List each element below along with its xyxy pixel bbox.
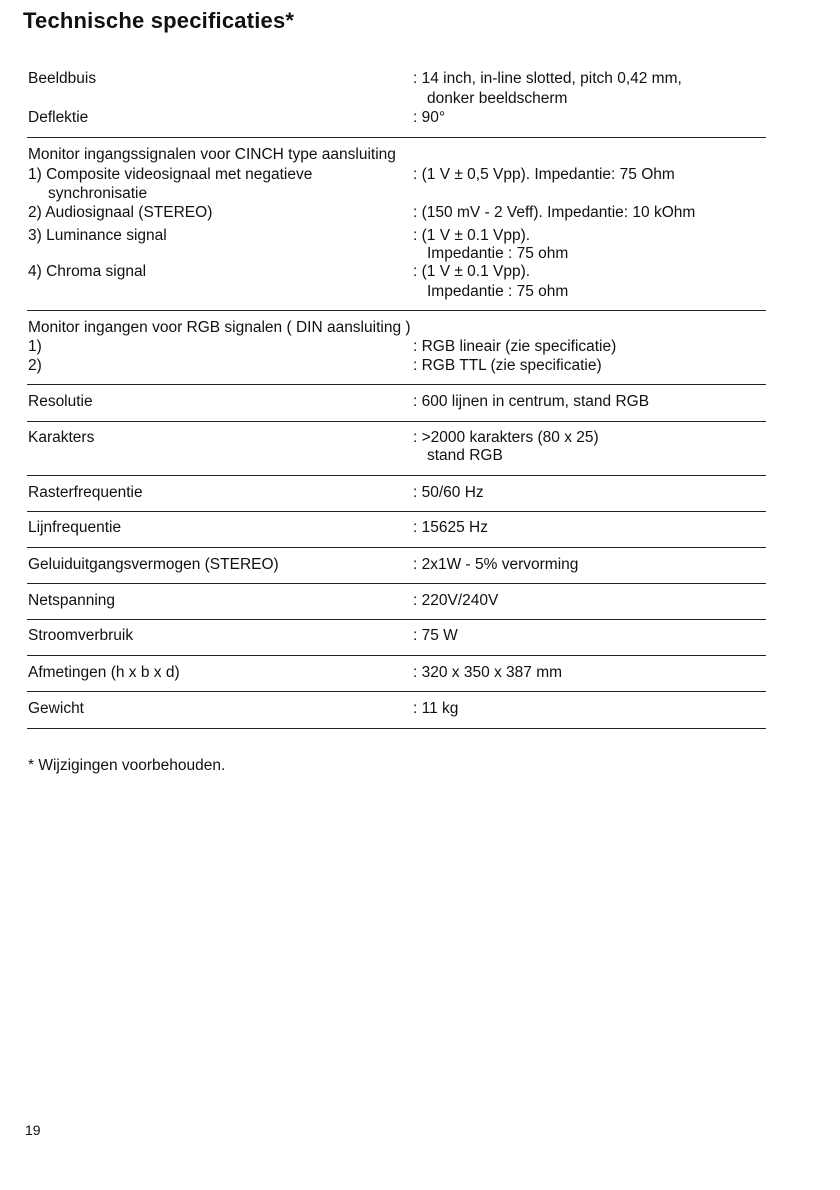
cinch-item2-value: : (150 mV - 2 Veff). Impedantie: 10 kOhm bbox=[413, 204, 696, 221]
divider bbox=[27, 475, 766, 476]
rasterfrequentie-label: Rasterfrequentie bbox=[28, 484, 143, 501]
cinch-heading: Monitor ingangssignalen voor CINCH type aansluiting bbox=[28, 146, 396, 163]
divider bbox=[27, 619, 766, 620]
stroomverbruik-value: : 75 W bbox=[413, 627, 458, 644]
karakters-value-line1: : >2000 karakters (80 x 25) bbox=[413, 429, 599, 446]
resolutie-value: : 600 lijnen in centrum, stand RGB bbox=[413, 393, 650, 410]
geluid-label: Geluiduitgangsvermogen (STEREO) bbox=[28, 556, 279, 573]
cinch-item4-value-line1: : (1 V ± 0.1 Vpp). bbox=[413, 263, 531, 280]
stroomverbruik-label: Stroomverbruik bbox=[28, 627, 134, 644]
afmetingen-label: Afmetingen (h x b x d) bbox=[28, 664, 180, 681]
cinch-item1-value: : (1 V ± 0,5 Vpp). Impedantie: 75 Ohm bbox=[413, 166, 675, 183]
cinch-item1-label-line1: 1) Composite videosignaal met negatieve bbox=[28, 166, 313, 183]
rgb-heading: Monitor ingangen voor RGB signalen ( DIN aansluiting ) bbox=[28, 319, 411, 336]
rgb-item1-label: 1) bbox=[28, 338, 42, 355]
rasterfrequentie-value: : 50/60 Hz bbox=[413, 484, 484, 501]
rgb-item2-label: 2) bbox=[28, 357, 42, 374]
deflektie-label: Deflektie bbox=[28, 109, 89, 126]
page-title: Technische specificaties* bbox=[23, 8, 295, 33]
cinch-item4-value-line2: Impedantie : 75 ohm bbox=[427, 283, 569, 300]
deflektie-value: : 90° bbox=[413, 109, 446, 126]
divider bbox=[27, 384, 766, 385]
rgb-item1-value: : RGB lineair (zie specificatie) bbox=[413, 338, 617, 355]
divider bbox=[27, 310, 766, 311]
resolutie-label: Resolutie bbox=[28, 393, 93, 410]
netspanning-value: : 220V/240V bbox=[413, 592, 499, 609]
beeldbuis-value-line1: : 14 inch, in-line slotted, pitch 0,42 mm, bbox=[413, 70, 682, 87]
cinch-item3-label: 3) Luminance signal bbox=[28, 227, 167, 244]
divider bbox=[27, 137, 766, 138]
divider bbox=[27, 728, 766, 729]
cinch-item2-label: 2) Audiosignaal (STEREO) bbox=[28, 204, 213, 221]
footnote: * Wijzigingen voorbehouden. bbox=[28, 757, 226, 774]
page-number: 19 bbox=[25, 1122, 41, 1138]
geluid-value: : 2x1W - 5% vervorming bbox=[413, 556, 579, 573]
gewicht-value: : 11 kg bbox=[413, 700, 459, 717]
divider bbox=[27, 511, 766, 512]
divider bbox=[27, 583, 766, 584]
beeldbuis-value-line2: donker beeldscherm bbox=[427, 90, 568, 107]
cinch-item1-label-line2: synchronisatie bbox=[48, 185, 148, 202]
karakters-label: Karakters bbox=[28, 429, 95, 446]
beeldbuis-label: Beeldbuis bbox=[28, 70, 97, 87]
cinch-item3-value-line1: : (1 V ± 0.1 Vpp). bbox=[413, 227, 531, 244]
lijnfrequentie-value: : 15625 Hz bbox=[413, 519, 488, 536]
cinch-item4-label: 4) Chroma signal bbox=[28, 263, 147, 280]
gewicht-label: Gewicht bbox=[28, 700, 84, 717]
afmetingen-value: : 320 x 350 x 387 mm bbox=[413, 664, 563, 681]
divider bbox=[27, 547, 766, 548]
rgb-item2-value: : RGB TTL (zie specificatie) bbox=[413, 357, 602, 374]
netspanning-label: Netspanning bbox=[28, 592, 116, 609]
divider bbox=[27, 655, 766, 656]
divider bbox=[27, 691, 766, 692]
divider bbox=[27, 421, 766, 422]
lijnfrequentie-label: Lijnfrequentie bbox=[28, 519, 122, 536]
cinch-item3-value-line2: Impedantie : 75 ohm bbox=[427, 245, 569, 262]
karakters-value-line2: stand RGB bbox=[427, 447, 503, 464]
